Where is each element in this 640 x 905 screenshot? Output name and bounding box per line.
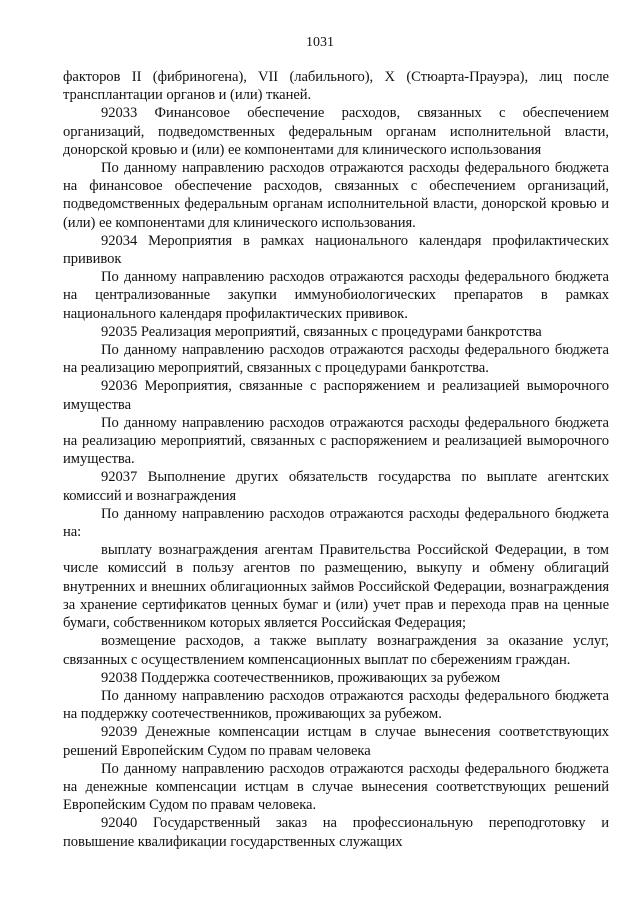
- paragraph: выплату вознаграждения агентам Правительства Российской Федерации, в том числе комиссий в пользу агентов по размещению, выкупу и обмену облигаций внутренних и внешних облигационных займов Российской Федерации, вознаграждения за хранение сертификатов ценных бумаг и (или) учет прав и перехода прав на ценные бумаги, собственником которых является Российская Федерация;: [63, 542, 609, 632]
- paragraph: 92035 Реализация мероприятий, связанных с процедурами банкротства: [101, 323, 542, 340]
- paragraph: По данному направлению расходов отражаются расходы федерального бюджета на:: [63, 505, 609, 541]
- paragraph: По данному направлению расходов отражаются расходы федерального бюджета на денежные компенсации истцам в случае вынесения соответствующих решений Европейским Судом по правам человека.: [63, 760, 609, 814]
- paragraph: По данному направлению расходов отражаются расходы федерального бюджета на централизованные закупки иммунобиологических препаратов в рамках национального календаря профилактических прививок.: [63, 269, 609, 322]
- paragraph: 92039 Денежные компенсации истцам в случае вынесения соответствующих решений Европейским Судом по правам человека: [63, 724, 609, 759]
- paragraph: 92034 Мероприятия в рамках национального календаря профилактических прививок: [63, 232, 609, 268]
- paragraph: 92033 Финансовое обеспечение расходов, связанных с обеспечением организаций, подведомственных федеральным органам исполнительной власти, донорской кровью и (или) ее компонентами для клинического использования: [63, 105, 609, 158]
- paragraph: 92036 Мероприятия, связанные с распоряжением и реализацией выморочного имущества: [63, 378, 609, 413]
- paragraph: возмещение расходов, а также выплату вознаграждения за оказание услуг, связанных с осуществлением компенсационных выплат по сбережениям граждан.: [63, 633, 609, 668]
- document-body: [63, 68, 609, 851]
- paragraph: 92037 Выполнение других обязательств государства по выплате агентских комиссий и вознаграждения: [63, 469, 609, 504]
- paragraph: По данному направлению расходов отражаются расходы федерального бюджета на реализацию мероприятий, связанных с распоряжением и реализацией выморочного имущества.: [63, 414, 609, 468]
- paragraph: 92038 Поддержка соотечественников, проживающих за рубежом: [101, 669, 501, 686]
- paragraph: По данному направлению расходов отражаются расходы федерального бюджета на финансовое обеспечение расходов, связанных с обеспечением организаций, подведомственных федеральным органам исполнительной власти, донорской кровью и (или) ее компонентами для клинического использования.: [63, 160, 609, 231]
- paragraph: По данному направлению расходов отражаются расходы федерального бюджета на поддержку соотечественников, проживающих за рубежом.: [63, 687, 609, 723]
- paragraph: 92040 Государственный заказ на профессиональную переподготовку и повышение квалификации государственных служащих: [63, 815, 609, 850]
- paragraph: факторов II (фибриногена), VII (лабильного), X (Стюарта-Прауэра), лиц после трансплантации органов и (или) тканей.: [63, 69, 609, 104]
- page-number: 1031: [306, 35, 334, 50]
- paragraph: По данному направлению расходов отражаются расходы федерального бюджета на реализацию мероприятий, связанных с процедурами банкротства.: [63, 342, 609, 377]
